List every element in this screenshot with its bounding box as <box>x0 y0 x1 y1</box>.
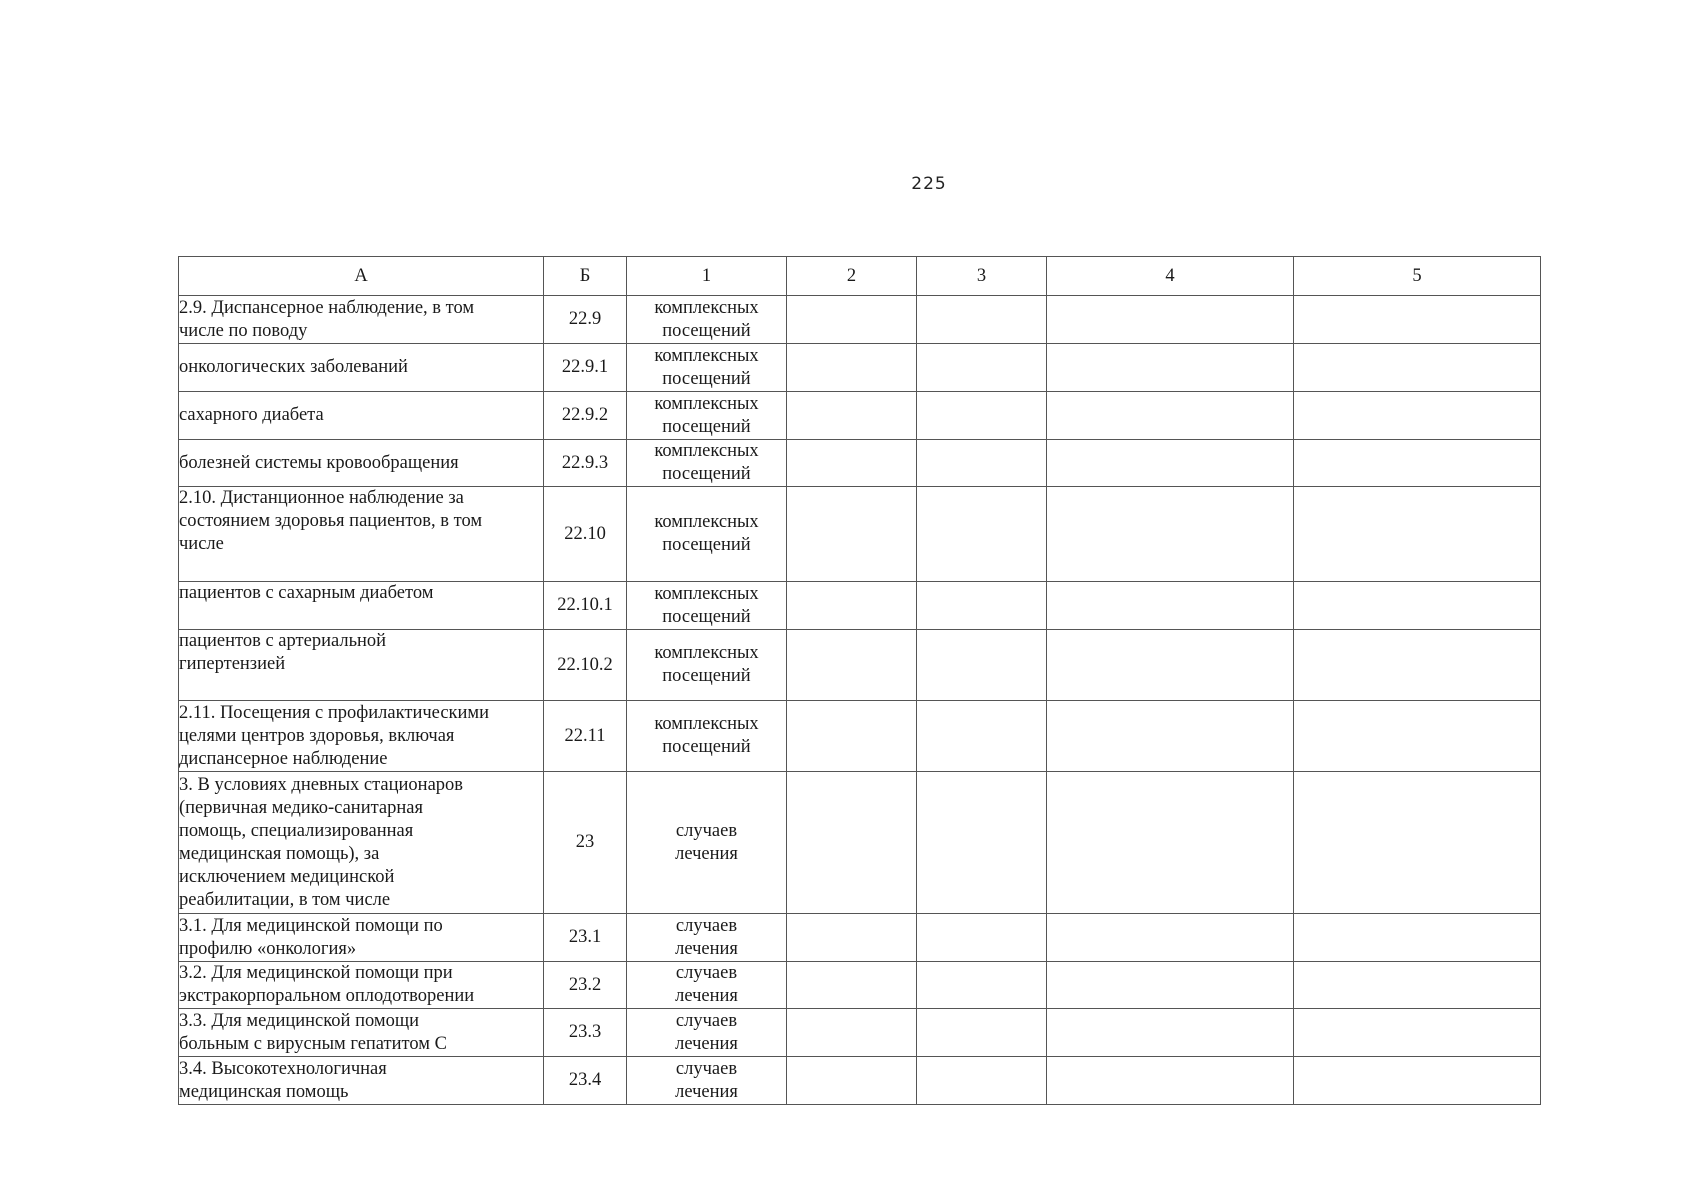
row-unit-line: случаев <box>675 1010 738 1031</box>
row-name-line: 2.11. Посещения с профилактическими <box>179 702 490 723</box>
header-cell-b: Б <box>544 257 627 296</box>
row-unit-line: посещений <box>662 464 751 484</box>
row-name-line: профилю «онкология» <box>179 938 357 959</box>
row-name-cell <box>179 1057 544 1105</box>
table-row <box>179 440 1541 487</box>
row-value-cell-2 <box>787 962 917 1009</box>
row-name-line: медицинская помощь), за <box>179 843 380 864</box>
row-value-cell-4 <box>1047 701 1294 772</box>
row-code-cell: 22.9.3 <box>544 440 627 487</box>
row-unit-line: лечения <box>675 1081 738 1102</box>
row-name-line: 3.1. Для медицинской помощи по <box>179 915 443 936</box>
row-value-cell-4 <box>1047 487 1294 582</box>
row-value-cell-5 <box>1294 772 1541 914</box>
row-value-cell-5 <box>1294 1057 1541 1105</box>
row-value-cell-5 <box>1294 962 1541 1009</box>
row-value-cell-5 <box>1294 296 1541 344</box>
row-value-cell-3 <box>917 344 1047 392</box>
statistics-table <box>178 256 1541 1105</box>
row-unit-line: комплексных <box>654 583 759 604</box>
row-unit-line: комплексных <box>654 393 759 414</box>
row-name-line: гипертензией <box>179 654 286 674</box>
row-value-cell-5 <box>1294 344 1541 392</box>
row-value-cell-2 <box>787 296 917 344</box>
table-row <box>179 582 1541 630</box>
row-name-line: болезней системы кровообращения <box>179 452 459 473</box>
row-name-line: числе по поводу <box>179 320 308 341</box>
row-code-cell: 22.10 <box>544 487 627 582</box>
row-name-line: числе <box>179 534 224 554</box>
row-unit-cell <box>627 392 787 440</box>
row-name-cell <box>179 962 544 1009</box>
header-cell-1: 1 <box>627 257 787 296</box>
row-value-cell-5 <box>1294 630 1541 701</box>
row-name-line: (первичная медико-санитарная <box>179 797 423 818</box>
row-value-cell-4 <box>1047 344 1294 392</box>
table-row <box>179 772 1541 914</box>
row-value-cell-3 <box>917 630 1047 701</box>
row-name-cell <box>179 296 544 344</box>
row-name-cell <box>179 914 544 962</box>
row-name-line: диспансерное наблюдение <box>179 748 388 769</box>
table-row <box>179 962 1541 1009</box>
row-value-cell-2 <box>787 701 917 772</box>
row-unit-cell <box>627 440 787 487</box>
row-code-cell: 23 <box>544 772 627 914</box>
row-unit-line: комплексных <box>654 297 759 318</box>
header-cell-2: 2 <box>787 257 917 296</box>
row-value-cell-2 <box>787 630 917 701</box>
row-unit-line: посещений <box>662 320 751 341</box>
row-unit-line: комплексных <box>654 643 759 663</box>
row-value-cell-5 <box>1294 440 1541 487</box>
header-row <box>179 257 1541 296</box>
row-name-cell <box>179 772 544 914</box>
row-name-line: больным с вирусным гепатитом С <box>179 1033 447 1054</box>
row-unit-line: лечения <box>675 843 738 864</box>
row-name-line: 2.9. Диспансерное наблюдение, в том <box>179 297 475 318</box>
row-unit-line: комплексных <box>654 714 759 734</box>
row-value-cell-3 <box>917 582 1047 630</box>
row-unit-line: посещений <box>662 666 751 686</box>
row-unit-line: посещений <box>662 535 751 555</box>
row-unit-line: случаев <box>675 915 738 936</box>
row-unit-cell <box>627 487 787 582</box>
row-code-cell: 22.11 <box>544 701 627 772</box>
row-name-cell <box>179 392 544 440</box>
row-value-cell-3 <box>917 772 1047 914</box>
row-unit-line: лечения <box>675 1033 738 1054</box>
row-code-cell: 22.9 <box>544 296 627 344</box>
page-number: 225 <box>911 174 947 194</box>
row-value-cell-4 <box>1047 962 1294 1009</box>
row-value-cell-2 <box>787 914 917 962</box>
row-code-cell: 23.4 <box>544 1057 627 1105</box>
row-unit-cell <box>627 344 787 392</box>
row-name-line: сахарного диабета <box>179 405 324 425</box>
table-row <box>179 914 1541 962</box>
row-value-cell-3 <box>917 962 1047 1009</box>
row-value-cell-4 <box>1047 392 1294 440</box>
row-unit-line: комплексных <box>654 345 759 366</box>
table-row <box>179 296 1541 344</box>
row-name-line: пациентов с сахарным диабетом <box>179 583 434 603</box>
row-value-cell-4 <box>1047 630 1294 701</box>
row-unit-line: комплексных <box>654 441 759 461</box>
table-row <box>179 392 1541 440</box>
header-cell-5: 5 <box>1294 257 1541 296</box>
row-value-cell-3 <box>917 440 1047 487</box>
row-value-cell-3 <box>917 1057 1047 1105</box>
row-name-line: 3.4. Высокотехнологичная <box>179 1058 387 1079</box>
row-value-cell-5 <box>1294 701 1541 772</box>
row-value-cell-3 <box>917 296 1047 344</box>
row-unit-cell <box>627 582 787 630</box>
row-value-cell-4 <box>1047 1057 1294 1105</box>
row-name-line: состоянием здоровья пациентов, в том <box>179 511 483 531</box>
row-unit-cell <box>627 630 787 701</box>
row-value-cell-3 <box>917 1009 1047 1057</box>
row-name-line: 2.10. Дистанционное наблюдение за <box>179 488 464 508</box>
table-row <box>179 344 1541 392</box>
row-value-cell-2 <box>787 440 917 487</box>
row-code-cell: 22.10.1 <box>544 582 627 630</box>
row-unit-line: посещений <box>662 368 751 389</box>
row-name-cell <box>179 701 544 772</box>
row-value-cell-5 <box>1294 582 1541 630</box>
row-value-cell-2 <box>787 487 917 582</box>
table-body <box>179 296 1541 1105</box>
row-name-line: помощь, специализированная <box>179 820 414 841</box>
row-unit-line: лечения <box>675 986 738 1006</box>
row-name-line: 3.3. Для медицинской помощи <box>179 1010 419 1031</box>
row-name-line: целями центров здоровья, включая <box>179 725 455 746</box>
row-name-cell <box>179 630 544 701</box>
row-code-cell: 23.1 <box>544 914 627 962</box>
row-unit-line: посещений <box>662 737 751 757</box>
row-unit-cell <box>627 962 787 1009</box>
row-value-cell-2 <box>787 772 917 914</box>
row-value-cell-3 <box>917 914 1047 962</box>
table-row <box>179 1057 1541 1105</box>
row-name-line: онкологических заболеваний <box>179 357 408 377</box>
row-unit-line: случаев <box>675 820 738 841</box>
row-value-cell-2 <box>787 1009 917 1057</box>
row-value-cell-5 <box>1294 1009 1541 1057</box>
row-name-line: 3. В условиях дневных стационаров <box>179 774 464 795</box>
row-unit-cell <box>627 772 787 914</box>
header-cell-a: А <box>179 257 544 296</box>
row-name-line: исключением медицинской <box>179 866 395 887</box>
row-value-cell-3 <box>917 392 1047 440</box>
row-code-cell: 23.3 <box>544 1009 627 1057</box>
row-value-cell-3 <box>917 487 1047 582</box>
table-row <box>179 630 1541 701</box>
row-unit-cell <box>627 1057 787 1105</box>
row-name-cell <box>179 440 544 487</box>
row-name-line: экстракорпоральном оплодотворении <box>179 986 475 1006</box>
header-cell-4: 4 <box>1047 257 1294 296</box>
row-unit-cell <box>627 296 787 344</box>
row-value-cell-4 <box>1047 582 1294 630</box>
row-code-cell: 22.10.2 <box>544 630 627 701</box>
row-name-line: пациентов с артериальной <box>179 631 387 651</box>
row-name-cell <box>179 344 544 392</box>
row-value-cell-4 <box>1047 1009 1294 1057</box>
row-name-line: 3.2. Для медицинской помощи при <box>179 963 453 983</box>
row-unit-line: случаев <box>675 1058 738 1079</box>
row-value-cell-2 <box>787 344 917 392</box>
row-name-cell <box>179 582 544 630</box>
row-value-cell-2 <box>787 582 917 630</box>
row-code-cell: 22.9.2 <box>544 392 627 440</box>
row-unit-cell <box>627 1009 787 1057</box>
row-unit-line: посещений <box>662 416 751 437</box>
row-value-cell-5 <box>1294 914 1541 962</box>
row-unit-line: лечения <box>675 938 738 959</box>
row-value-cell-3 <box>917 701 1047 772</box>
row-value-cell-4 <box>1047 296 1294 344</box>
row-unit-cell <box>627 914 787 962</box>
table-row <box>179 701 1541 772</box>
row-code-cell: 22.9.1 <box>544 344 627 392</box>
row-value-cell-4 <box>1047 772 1294 914</box>
row-value-cell-4 <box>1047 440 1294 487</box>
table-row <box>179 487 1541 582</box>
row-value-cell-2 <box>787 1057 917 1105</box>
row-unit-cell <box>627 701 787 772</box>
row-name-line: реабилитации, в том числе <box>179 889 391 910</box>
row-value-cell-5 <box>1294 487 1541 582</box>
row-value-cell-2 <box>787 392 917 440</box>
row-unit-line: случаев <box>675 963 738 983</box>
table-row <box>179 1009 1541 1057</box>
row-name-line: медицинская помощь <box>179 1081 349 1102</box>
row-unit-line: комплексных <box>654 512 759 532</box>
row-unit-line: посещений <box>662 606 751 627</box>
row-name-cell <box>179 487 544 582</box>
row-value-cell-5 <box>1294 392 1541 440</box>
row-value-cell-4 <box>1047 914 1294 962</box>
header-cell-3: 3 <box>917 257 1047 296</box>
row-name-cell <box>179 1009 544 1057</box>
row-code-cell: 23.2 <box>544 962 627 1009</box>
